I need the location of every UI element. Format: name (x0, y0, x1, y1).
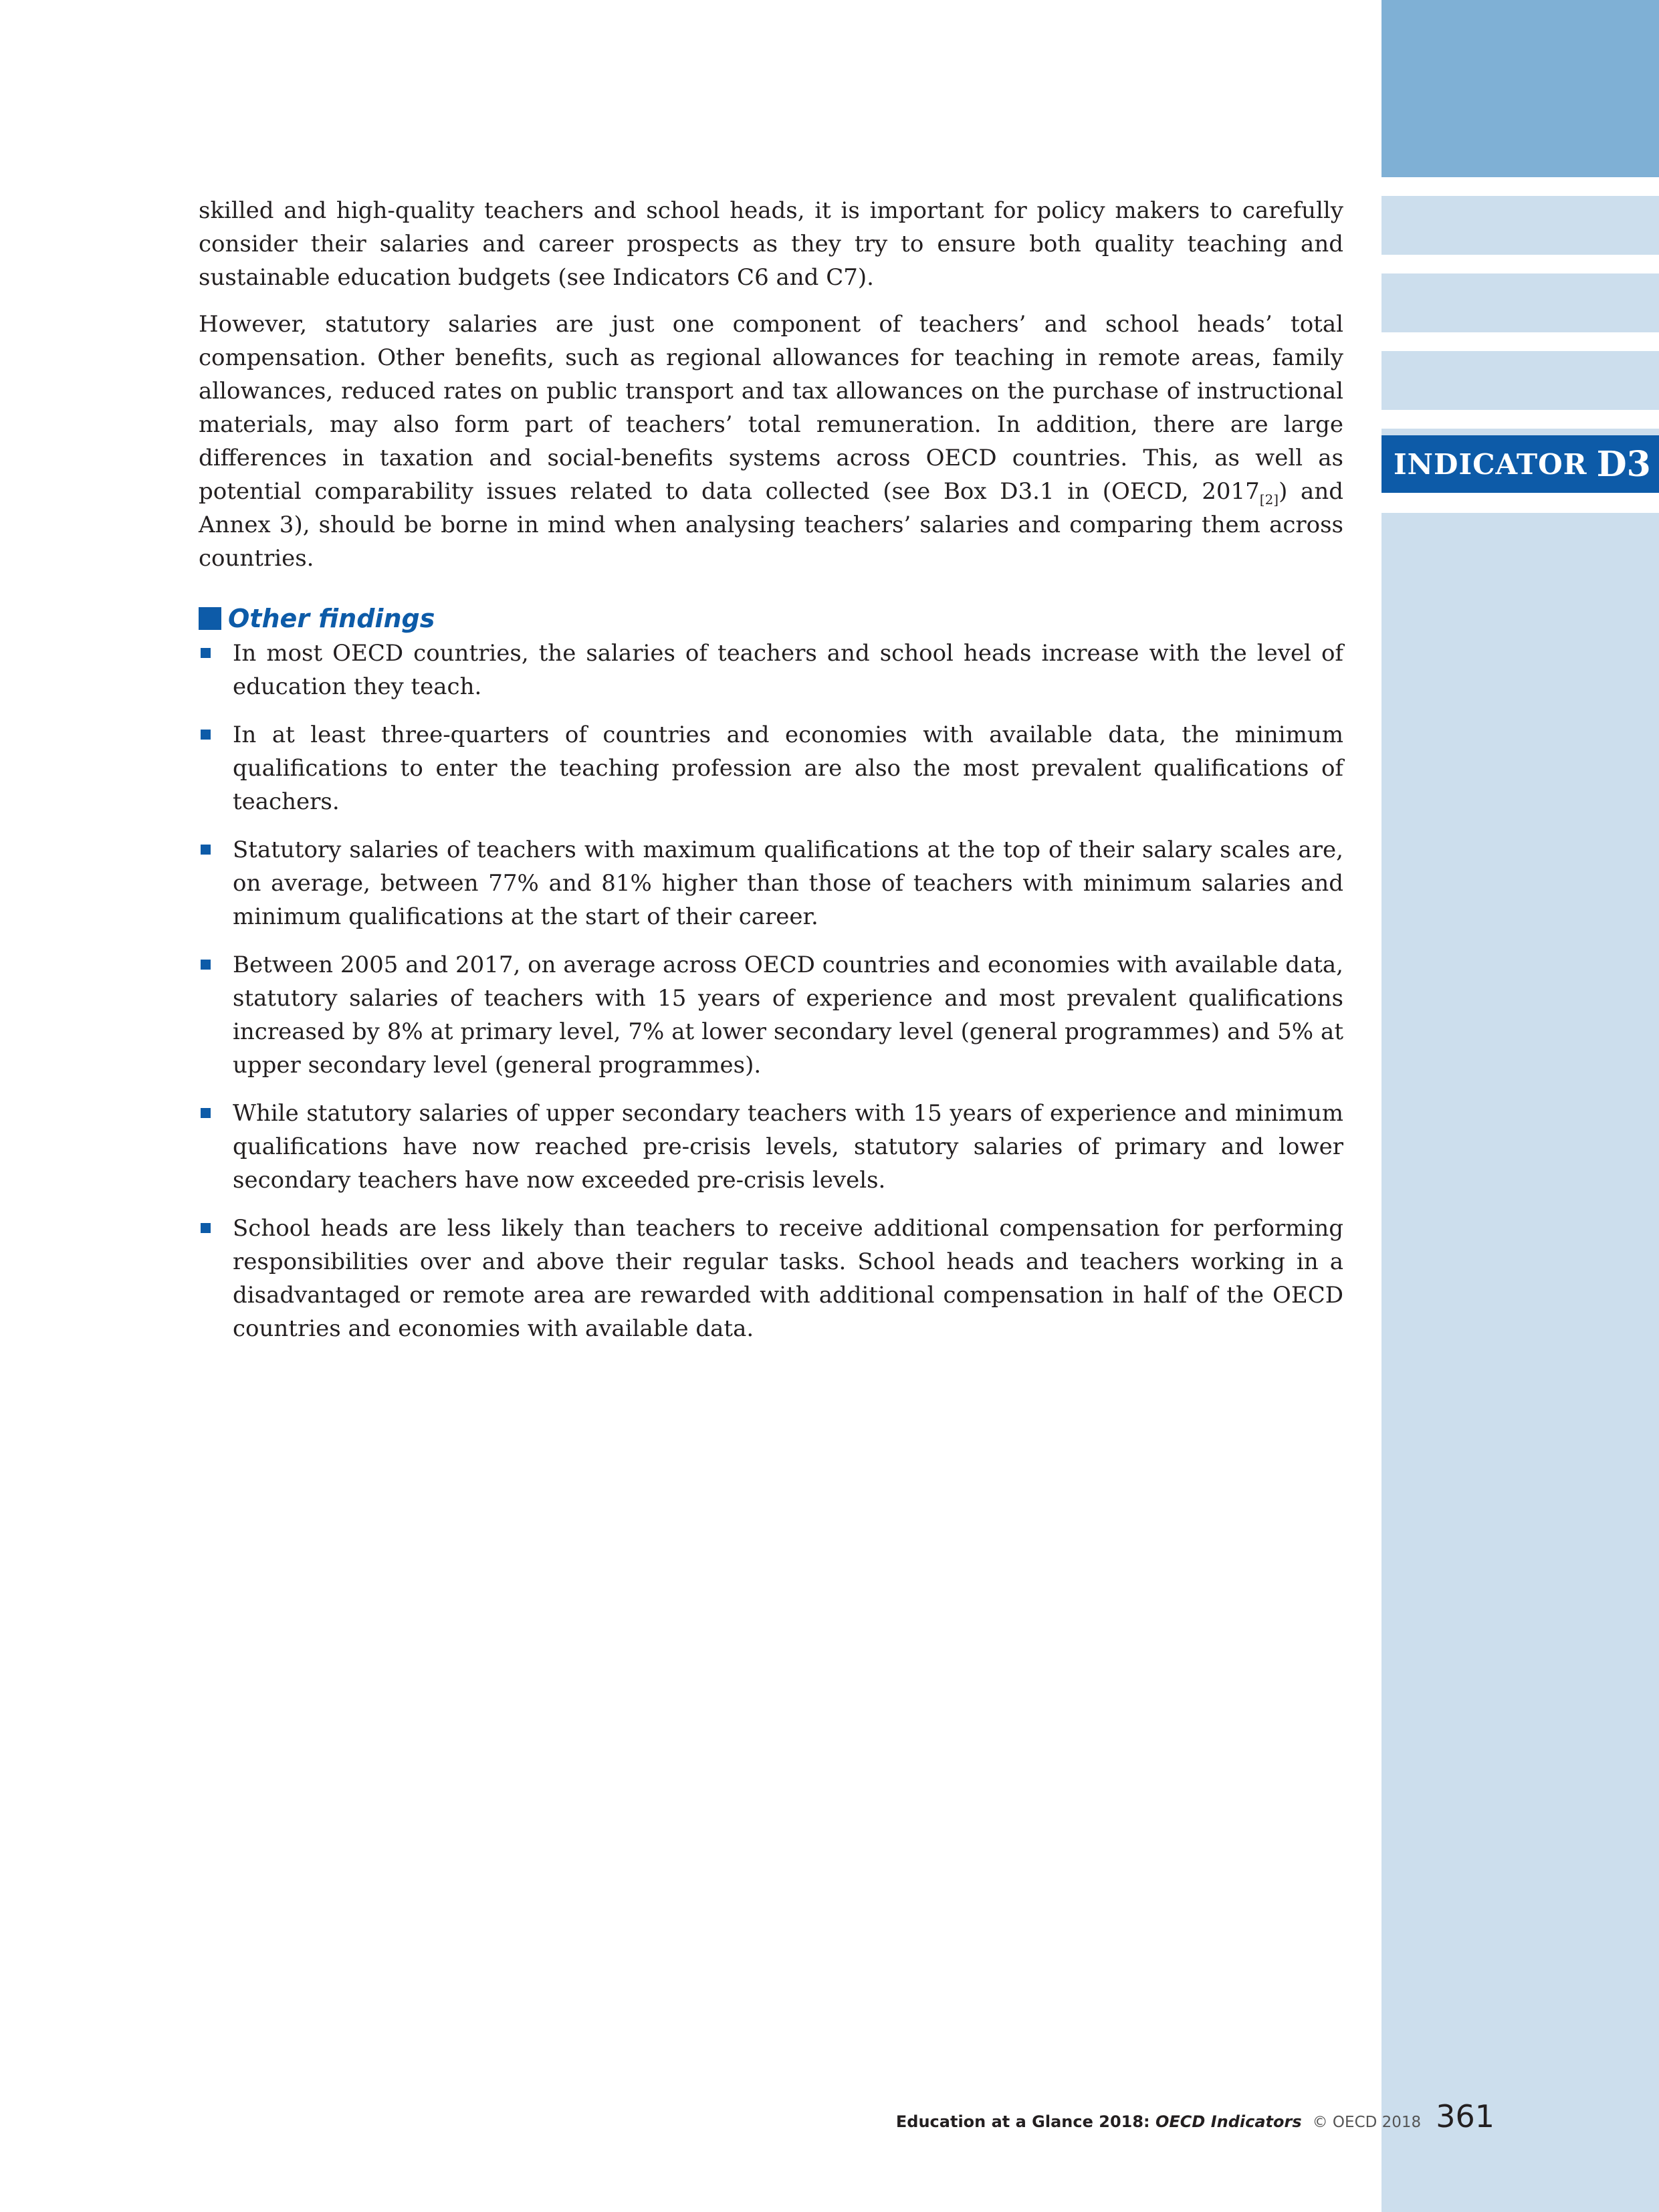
sidebar-divider (1381, 410, 1659, 429)
publication-title-main: Education at a Glance 2018: (895, 2112, 1155, 2131)
publication-title (896, 2112, 1302, 2131)
publication-title-subtitle: OECD Indicators (1155, 2112, 1302, 2131)
sidebar-divider (1381, 177, 1659, 196)
list-item (199, 1212, 1343, 1345)
bullet-square-icon (201, 960, 211, 970)
section-square-icon (199, 607, 221, 630)
finding-text: Statutory salaries of teachers with maximum qualifications at the top of their salary scales are, on average, between 77% and 81% higher than those of teachers with minimum salaries and minimum qualifications at the start of their career. (233, 837, 1343, 930)
bullet-square-icon (201, 845, 211, 855)
sidebar-divider (1381, 493, 1659, 513)
finding-text: School heads are less likely than teachers to receive additional compensation for performing responsibilities over and above their regular tasks. School heads and teachers working in a disadvantaged or remote area are rewarded with additional compensation in half of the OECD countries and economies with available data. (233, 1215, 1343, 1342)
list-item (199, 833, 1343, 933)
sidebar-band (1381, 196, 1659, 255)
list-item (199, 637, 1343, 703)
finding-text: In most OECD countries, the salaries of teachers and school heads increase with the level of education they teach. (233, 640, 1343, 700)
list-item (199, 718, 1343, 818)
sidebar-band (1381, 351, 1659, 410)
finding-text: While statutory salaries of upper secondary teachers with 15 years of experience and minimum qualifications have now reached pre-crisis levels, statutory salaries of primary and lower secondary teachers have now exceeded pre-crisis levels. (233, 1100, 1343, 1194)
page-footer (896, 2098, 1495, 2145)
reference-marker: [2] (1259, 491, 1279, 508)
list-item (199, 948, 1343, 1082)
bullet-square-icon (201, 730, 211, 740)
indicator-word: INDICATOR (1394, 447, 1587, 481)
sidebar-divider (1381, 255, 1659, 273)
main-content (199, 194, 1343, 1360)
sidebar-divider (1381, 332, 1659, 351)
other-findings-heading (199, 602, 1343, 635)
indicator-code: D3 (1596, 443, 1651, 485)
list-item (199, 1097, 1343, 1197)
sidebar-band (1381, 273, 1659, 332)
intro-paragraph-1: skilled and high-quality teachers and school heads, it is important for policy makers to carefully consider their salaries and career prospects as they try to ensure both quality teaching and sustainable education budgets (see Indicators C6 and C7). (199, 197, 1343, 291)
section-title: Other findings (228, 604, 435, 633)
copyright-notice: © OECD 2018 (1312, 2114, 1422, 2131)
finding-text: In at least three-quarters of countries and economies with available data, the minimum qualifications to enter the teaching profession are also the most prevalent qualifications of teachers. (233, 722, 1343, 815)
bullet-square-icon (201, 648, 211, 658)
intro-paragraph-2-text: However, statutory salaries are just one component of teachers’ and school heads’ total compensation. Other benefits, such as regional allowances for teaching in remote areas, family allowances, reduced rates on public transport and tax allowances on the purchase of instructional materials, may also form part of teachers’ total remuneration. In addition, there are large differences in taxation and social-benefits systems across OECD countries. This, as well as potential comparability issues related to data collected (see Box D3.1 in (OECD, 2017 (199, 311, 1343, 505)
indicator-label (1381, 435, 1659, 493)
bullet-square-icon (201, 1223, 211, 1233)
sidebar-top-block (1381, 0, 1659, 177)
intro-paragraph-2-text-end: ) and Annex 3), should be borne in mind when analysing teachers’ salaries and comparing them across countries. (199, 478, 1343, 572)
findings-list (199, 637, 1343, 1345)
sidebar (1381, 0, 1659, 2212)
finding-text: Between 2005 and 2017, on average across OECD countries and economies with available data, statutory salaries of teachers with 15 years of experience and most prevalent qualifications increased by 8% at primary level, 7% at lower secondary level (general programmes) and 5% at upper secondary level (general programmes). (233, 952, 1343, 1079)
intro-paragraph-2 (199, 308, 1343, 575)
bullet-square-icon (201, 1108, 211, 1118)
page-number: 361 (1436, 2098, 1495, 2134)
